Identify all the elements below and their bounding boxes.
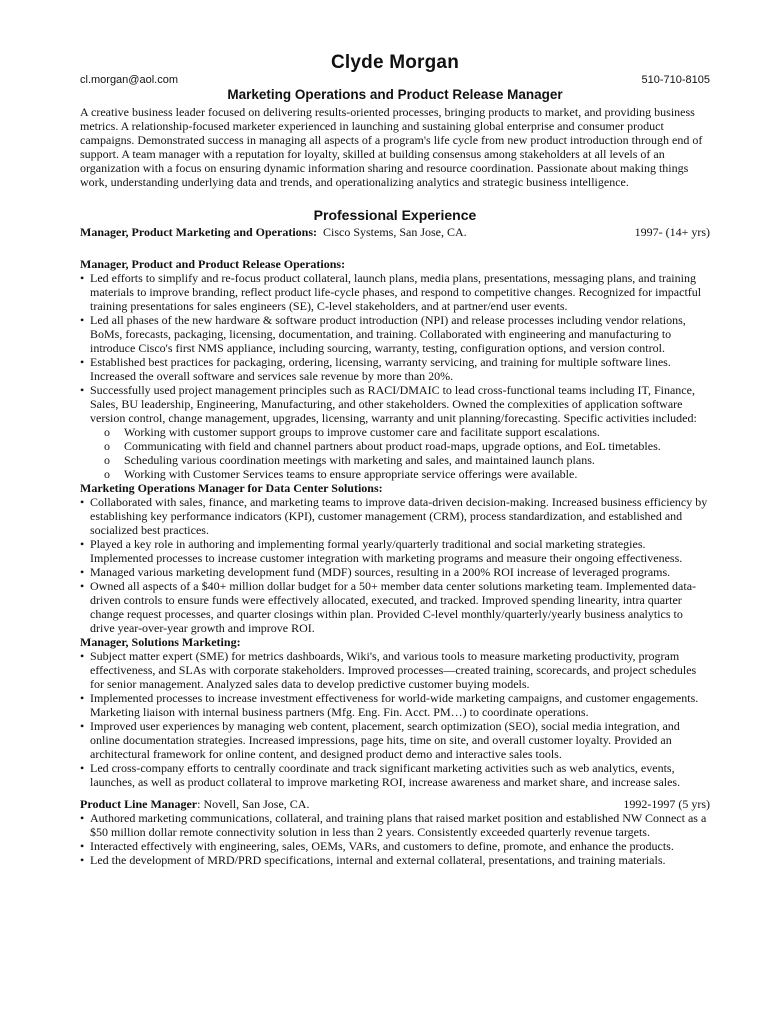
phone-number: 510-710-8105 (641, 74, 710, 86)
list-item: • Established best practices for packaging, ordering, licensing, warranty servicing, and training for multiple software lines. Increased the overall software and services sale revenue by more than 20%. (80, 355, 710, 383)
sub-list-item: o Working with customer support groups to improve customer care and facilitate support escalations. (104, 425, 710, 439)
list-item: • Led efforts to simplify and re-focus product collateral, launch plans, media plans, presentations, messaging plans, and training materials to improve branding, reflect product life-cycle phases, and respond to competitive changes. Recognized for impactful training presentations for sales engineers (SE), C-level stakeholders, and at partner/end user events. (80, 271, 710, 313)
list-item: • Led all phases of the new hardware & software product introduction (NPI) and release processes including vendor relations, BoMs, forecasts, packaging, licensing, documentation, and training. Collaborated with engineering and manufacturing to introduce Cisco's first NMS appliance, including sourcing, warranty, testing, configuration options, and version control. (80, 313, 710, 355)
list-item: • Led cross-company efforts to centrally coordinate and track significant marketing activities such as web analytics, events, launches, as well as product collateral to improve marketing ROI, increase awareness and market share, and increase sales. (80, 761, 710, 789)
email-address: cl.morgan@aol.com (80, 74, 178, 86)
role-title: Manager, Solutions Marketing: (80, 635, 241, 649)
job-title: Manager, Product Marketing and Operations: (80, 225, 317, 239)
list-item: • Interacted effectively with engineering, sales, OEMs, VARs, and customers to define, promote, and enhance the products. (80, 839, 710, 853)
list-item: • Owned all aspects of a $40+ million dollar budget for a 50+ member data center solutions marketing team. Implemented data-driven controls to ensure funds were effectively allocated, executed, and tracked. Improved spending linearity, intra quarter change request processes, and quarter closings within plan. Provided C-level monthly/quarterly/yearly business analytics to drive year-over-year growth and improve ROI. (80, 579, 710, 635)
company-name: : Novell, San Jose, CA. (197, 797, 310, 811)
list-item: • Implemented processes to increase investment effectiveness for world-wide marketing campaigns, and customer engagements. Marketing liaison with internal business partners (Mfg. Eng. Fin. Acct. PM…) to coordinate operations. (80, 691, 710, 719)
list-item: • Collaborated with sales, finance, and marketing teams to improve data-driven decision-making. Increased business efficiency by establishing key performance indicators (KPI), customer management (CRM), process standardization, and established and socialized best practices. (80, 495, 710, 537)
sub-bullet-list (80, 425, 710, 481)
role-title: Manager, Product and Product Release Operations: (80, 257, 346, 271)
job-title: Product Line Manager (80, 797, 198, 811)
company-name: Cisco Systems, San Jose, CA. (323, 225, 467, 239)
sub-list-item: o Scheduling various coordination meetings with marketing and sales, and maintained launch plans. (104, 453, 710, 467)
candidate-name: Clyde Morgan (330, 52, 460, 73)
section-heading-experience: Professional Experience (313, 207, 477, 223)
list-item: • Managed various marketing development fund (MDF) sources, resulting in a 200% ROI increase of leveraged programs. (80, 565, 710, 579)
role-title: Marketing Operations Manager for Data Center Solutions: (80, 481, 383, 495)
list-item: • Played a key role in authoring and implementing formal yearly/quarterly traditional and social marketing strategies. Implemented processes to increase customer integration with marketing programs and measure their ongoing effectiveness. (80, 537, 710, 565)
job-dates: 1997- (14+ yrs) (634, 225, 710, 239)
resume-headline: Marketing Operations and Product Release Manager (227, 87, 563, 102)
list-item: • Led the development of MRD/PRD specifications, internal and external collateral, presentations, and training materials. (80, 853, 710, 867)
summary-paragraph: A creative business leader focused on delivering results-oriented processes, bringing products to market, and providing business metrics. A relationship-focused marketer experienced in launching and sustaining global enterprise and consumer product campaigns. Demonstrated success in managing all aspects of a program's life cycle from new product introduction through end of support. A team manager with a reputation for loyalty, skilled at building consensus among stakeholders at all levels of an organization with a focus on ensuring dynamic information sharing and resource coordination. Passionate about making things work, understanding underlying data and trends, and operationalizing analytics and strategic business intelligence. (80, 105, 703, 189)
job-title-company-cisco (80, 225, 467, 239)
list-item-text: Successfully used project management principles such as RACI/DMAIC to lead cross-functional teams including IT, Finance, Sales, BU leadership, Engineering, Manufacturing, and other stakeholders. Owned the complexities of application software version control, change management, upgrades, licensing, warranty and unit planning/forecasting. Specific activities included: (90, 383, 697, 425)
role-bullet-list (80, 271, 710, 425)
role-bullet-list (80, 649, 710, 789)
list-item: • Authored marketing communications, collateral, and training plans that raised market position and established NW Connect as a $50 million dollar remote connectivity solution in less than 2 years. Consistently exceeded quarterly revenue targets. (80, 811, 710, 839)
sub-list-item: o Working with Customer Services teams to ensure appropriate service offerings were available. (104, 467, 710, 481)
role-bullet-list (80, 495, 710, 635)
job-title-company-novell (80, 797, 309, 811)
role-bullet-list (80, 811, 710, 867)
job-dates: 1992-1997 (5 yrs) (623, 797, 710, 811)
sub-list-item: o Communicating with field and channel partners about product road-maps, upgrade options, and EoL timetables. (104, 439, 710, 453)
list-item: • Improved user experiences by managing web content, placement, search optimization (SEO), social media integration, and online documentation strategies. Increased impressions, page hits, time on site, and overall customer loyalty. Provided an architectural framework for online content, and designed product demo and interactive sales tools. (80, 719, 710, 761)
resume-page (80, 52, 710, 867)
job-line-cisco (80, 225, 710, 239)
job-line-novell (80, 797, 710, 811)
list-item (80, 383, 710, 425)
list-item: • Subject matter expert (SME) for metrics dashboards, Wiki's, and various tools to measure marketing productivity, program effectiveness, and SLAs with corporate stakeholders. Improved processes—created training, scorecards, and project schedules for senior management. Analyzed sales data to develop predictive customer buying models. (80, 649, 710, 691)
contact-line (80, 74, 710, 86)
